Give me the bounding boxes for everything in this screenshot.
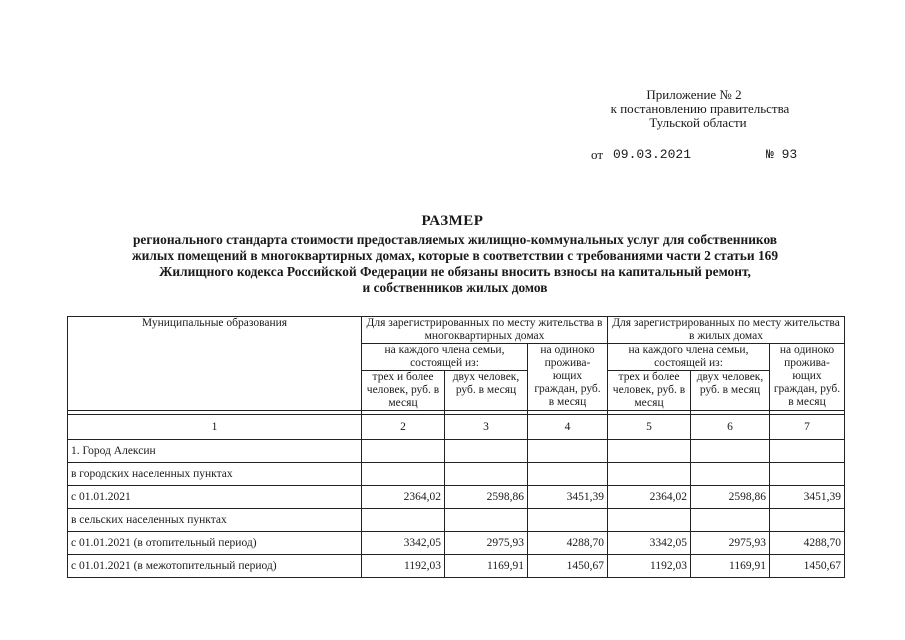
header-group-apartments: Для зарегистрированных по месту жительства в многоквартирных домах [362,317,608,344]
cell-value: 2364,02 [362,486,445,509]
column-number: 6 [691,415,770,440]
subtitle-line: и собственников жилых домов [362,280,548,295]
column-number: 4 [528,415,608,440]
cell-value: 3342,05 [608,532,691,555]
subtitle-line: Жилищного кодекса Российской Федерации не обязаны вносить взносы на капитальный ремонт, [159,264,751,279]
subtitle-line: регионального стандарта стоимости предоставляемых жилищно-коммунальных услуг для собственников [132,232,778,247]
cell-value [691,440,770,463]
row-label: в сельских населенных пунктах [68,509,362,532]
cell-value: 2598,86 [445,486,528,509]
document-title: РАЗМЕР [421,213,484,229]
order-number: № 93 [766,147,798,162]
cell-value [445,509,528,532]
table-row [68,486,845,509]
appendix-header [560,88,860,130]
cell-value [445,440,528,463]
cell-value: 2975,93 [445,532,528,555]
table-row [68,463,845,486]
appendix-resolution: к постановлению правительства [610,101,790,116]
cell-value [608,509,691,532]
order-from-label: от [591,147,604,162]
cell-value [362,509,445,532]
cell-value [770,440,845,463]
cell-value: 3451,39 [528,486,608,509]
order-date: 09.03.2021 [613,147,692,162]
table-row [68,555,845,578]
cell-value [362,463,445,486]
row-label: с 01.01.2021 (в отопительный период) [68,532,362,555]
header-two-houses: двух человек, руб. в месяц [691,371,770,411]
header-municipal: Муниципальные образования [68,317,362,411]
header-three-more-apartments: трех и более человек, руб. в месяц [362,371,445,411]
document-subtitle [60,232,850,296]
cell-value [445,463,528,486]
cell-value: 1169,91 [691,555,770,578]
header-single-houses: на одиноко прожива-ющих граждан, руб. в месяц [770,344,845,411]
cell-value: 2598,86 [691,486,770,509]
column-number: 2 [362,415,445,440]
header-per-member-apartments: на каждого члена семьи, состоящей из: [362,344,528,371]
appendix-region: Тульской области [649,115,747,130]
cell-value: 1192,03 [608,555,691,578]
row-label: с 01.01.2021 (в межотопительный период) [68,555,362,578]
header-two-apartments: двух человек, руб. в месяц [445,371,528,411]
table-row [68,440,845,463]
column-number: 5 [608,415,691,440]
cell-value [362,440,445,463]
cell-value [691,463,770,486]
cell-value: 4288,70 [770,532,845,555]
cell-value: 1450,67 [770,555,845,578]
cell-value: 3451,39 [770,486,845,509]
table-row [68,509,845,532]
header-per-member-houses: на каждого члена семьи, состоящей из: [608,344,770,371]
cell-value: 3342,05 [362,532,445,555]
header-three-more-houses: трех и более человек, руб. в месяц [608,371,691,411]
cell-value: 1169,91 [445,555,528,578]
header-single-apartments: на одиноко прожива-ющих граждан, руб. в месяц [528,344,608,411]
row-label: 1. Город Алексин [68,440,362,463]
cell-value [608,440,691,463]
column-number: 1 [68,415,362,440]
cell-value [528,463,608,486]
row-label: в городских населенных пунктах [68,463,362,486]
cell-value: 1450,67 [528,555,608,578]
cell-value [528,440,608,463]
header-group-houses: Для зарегистрированных по месту жительства в жилых домах [608,317,845,344]
cell-value [528,509,608,532]
cell-value: 2364,02 [608,486,691,509]
standard-cost-table [67,316,845,578]
cell-value [691,509,770,532]
cell-value [770,463,845,486]
cell-value [608,463,691,486]
cell-value [770,509,845,532]
cell-value: 4288,70 [528,532,608,555]
table-row [68,532,845,555]
cell-value: 2975,93 [691,532,770,555]
appendix-number: Приложение № 2 [646,87,742,102]
subtitle-line: жилых помещений в многоквартирных домах, которые в соответствии с требованиями части 2 статьи 169 [131,248,779,263]
column-number: 7 [770,415,845,440]
cell-value: 1192,03 [362,555,445,578]
row-label: с 01.01.2021 [68,486,362,509]
column-number: 3 [445,415,528,440]
